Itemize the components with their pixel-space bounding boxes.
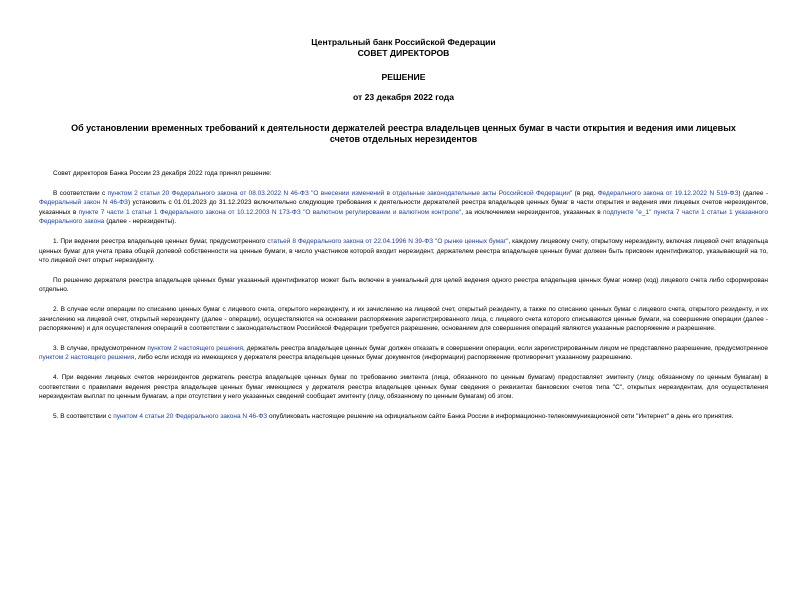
text-run: опубликовать настоящее решение на официальном сайте Банка России в информационно-телекоммуникационной сети "Интернет" в день его принятия. <box>267 412 734 420</box>
law-link[interactable]: пунктом 2 статьи 20 Федерального закона от 08.03.2022 N 46-ФЗ "О внесении изменений в отдельные законодательные акты Российской Федерации" <box>107 189 573 197</box>
text-run: ) (далее - <box>738 189 768 197</box>
law-link[interactable]: статьей 8 Федерального закона от 22.04.1996 N 39-ФЗ "О рынке ценных бумаг" <box>267 237 509 245</box>
law-link[interactable]: пунктом 4 статьи 20 Федерального закона N 46-ФЗ <box>113 412 268 420</box>
document-header <box>39 37 768 103</box>
clause-3-paragraph <box>39 344 768 363</box>
issuer-body: СОВЕТ ДИРЕКТОРОВ <box>357 48 450 58</box>
document-body <box>39 169 768 421</box>
law-link[interactable]: Федеральный закон N 46-ФЗ <box>39 199 128 207</box>
preamble-paragraph <box>39 189 768 227</box>
document-type: РЕШЕНИЕ <box>381 72 426 82</box>
text-run: 3. В случае, предусмотренном <box>53 344 148 352</box>
text-run: (в ред. <box>572 189 598 197</box>
clause-5-paragraph <box>39 412 768 422</box>
clause-1-note-paragraph: По решению держателя реестра владельцев ценных бумаг указанный идентификатор может быть включен в уникальный для целей ведения одного реестра владельцев ценных бумаг номер (код) лицевого счета либо сформирован отдельно. <box>39 276 768 294</box>
text-run: 1. При ведении реестра владельцев ценных бумаг, предусмотренного <box>53 237 268 245</box>
law-link[interactable]: пункте 7 части 1 статьи 1 Федерального закона от 10.12.2003 N 173-ФЗ "О валютном регулировании и валютном контроле" <box>78 208 462 216</box>
clause-2-paragraph: 2. В случае если операции по списанию ценных бумаг с лицевого счета, открытого нерезиденту, и их зачислению на лицевой счет, открытый резиденту, а также по списанию ценных бумаг с лицевого счета, открытого резиденту, и их зачислению на лицевой счет, открытый нерезиденту (далее - операции), осуществляются на основании распоряжения зарегистрированного лица, с лицевого счета которого списываются ценные бумаги, на совершение операции (далее - распоряжение) и для осуществления операций в соответствии с законодательством Российской Федерации требуется разрешение, основанием для совершения операций являются указанные распоряжение и разрешение. <box>39 305 768 333</box>
law-link[interactable]: подпункте "е_1" пункта 7 части 1 статьи 1 указанного Федерального закона <box>39 208 768 226</box>
text-run: , держатель реестра владельцев ценных бумаг должен отказать в совершении операции, если зарегистрированным лицом не представлено разрешение, предусмотренное <box>243 344 769 352</box>
clause-link[interactable]: пунктом 2 настоящего решения <box>147 344 244 352</box>
text-run: ) установить с 01.01.2023 до 31.12.2023 включительно следующие требования к деятельности держателей реестра владельцев ценных бумаг в части открытия и ведения ими лицевых счетов нерезидентов, указанных в <box>39 199 768 216</box>
text-run: , каждому лицевому счету, открытому нерезиденту, включая лицевой счет владельца ценных бумаг для учета права общей долевой собственности на ценные бумаги, в число участников которой входит нерезидент, держателем реестра владельцев ценных бумаг должен быть присвоен идентификатор, указывающий на то, что лицевой счет открыт нерезиденту. <box>39 237 768 265</box>
text-run: 5. В соответствии с <box>53 412 114 420</box>
text-run: В соответствии с <box>53 189 108 197</box>
clause-1-paragraph <box>39 237 768 266</box>
document-date: от 23 декабря 2022 года <box>352 92 455 102</box>
document-title: Об установлении временных требований к деятельности держателей реестра владельцев ценных бумаг в части открытия и ведения ими лицевых счетов отдельных нерезидентов <box>71 123 736 144</box>
text-run: (далее - нерезиденты). <box>104 218 177 226</box>
text-run: , либо если исходя из имеющихся у держателя реестра владельцев ценных бумаг документов (информации) распоряжение противоречит указанному разрешению. <box>134 354 633 362</box>
intro-paragraph: Совет директоров Банка России 23 декабря 2022 года принял решение: <box>53 170 272 177</box>
clause-4-paragraph: 4. При ведении лицевых счетов нерезидентов держатель реестра владельцев ценных бумаг по требованию эмитента (лица, обязанного по ценным бумагам) предоставляет эмитенту (лицу, обязанному по ценным бумагам) в соответствии с правилами ведения реестра владельцев ценных бумаг имеющиеся у держателя реестра владельцев ценных бумаг сведения о реквизитах банковских счетов типа "С", открытых нерезидентам, для осуществления нерезидентам выплат по ценным бумагам, а при отсутствии у него указанных сведений сообщает эмитенту (лицу, обязанному по ценным бумагам) об этом. <box>39 373 768 401</box>
law-link[interactable]: Федерального закона от 19.12.2022 N 519-ФЗ <box>597 189 739 197</box>
text-run: , за исключением нерезидентов, указанных в <box>461 208 604 216</box>
clause-link[interactable]: пунктом 2 настоящего решения <box>39 354 135 362</box>
issuer-name: Центральный банк Российской Федерации <box>311 37 496 47</box>
document-page <box>0 37 807 608</box>
